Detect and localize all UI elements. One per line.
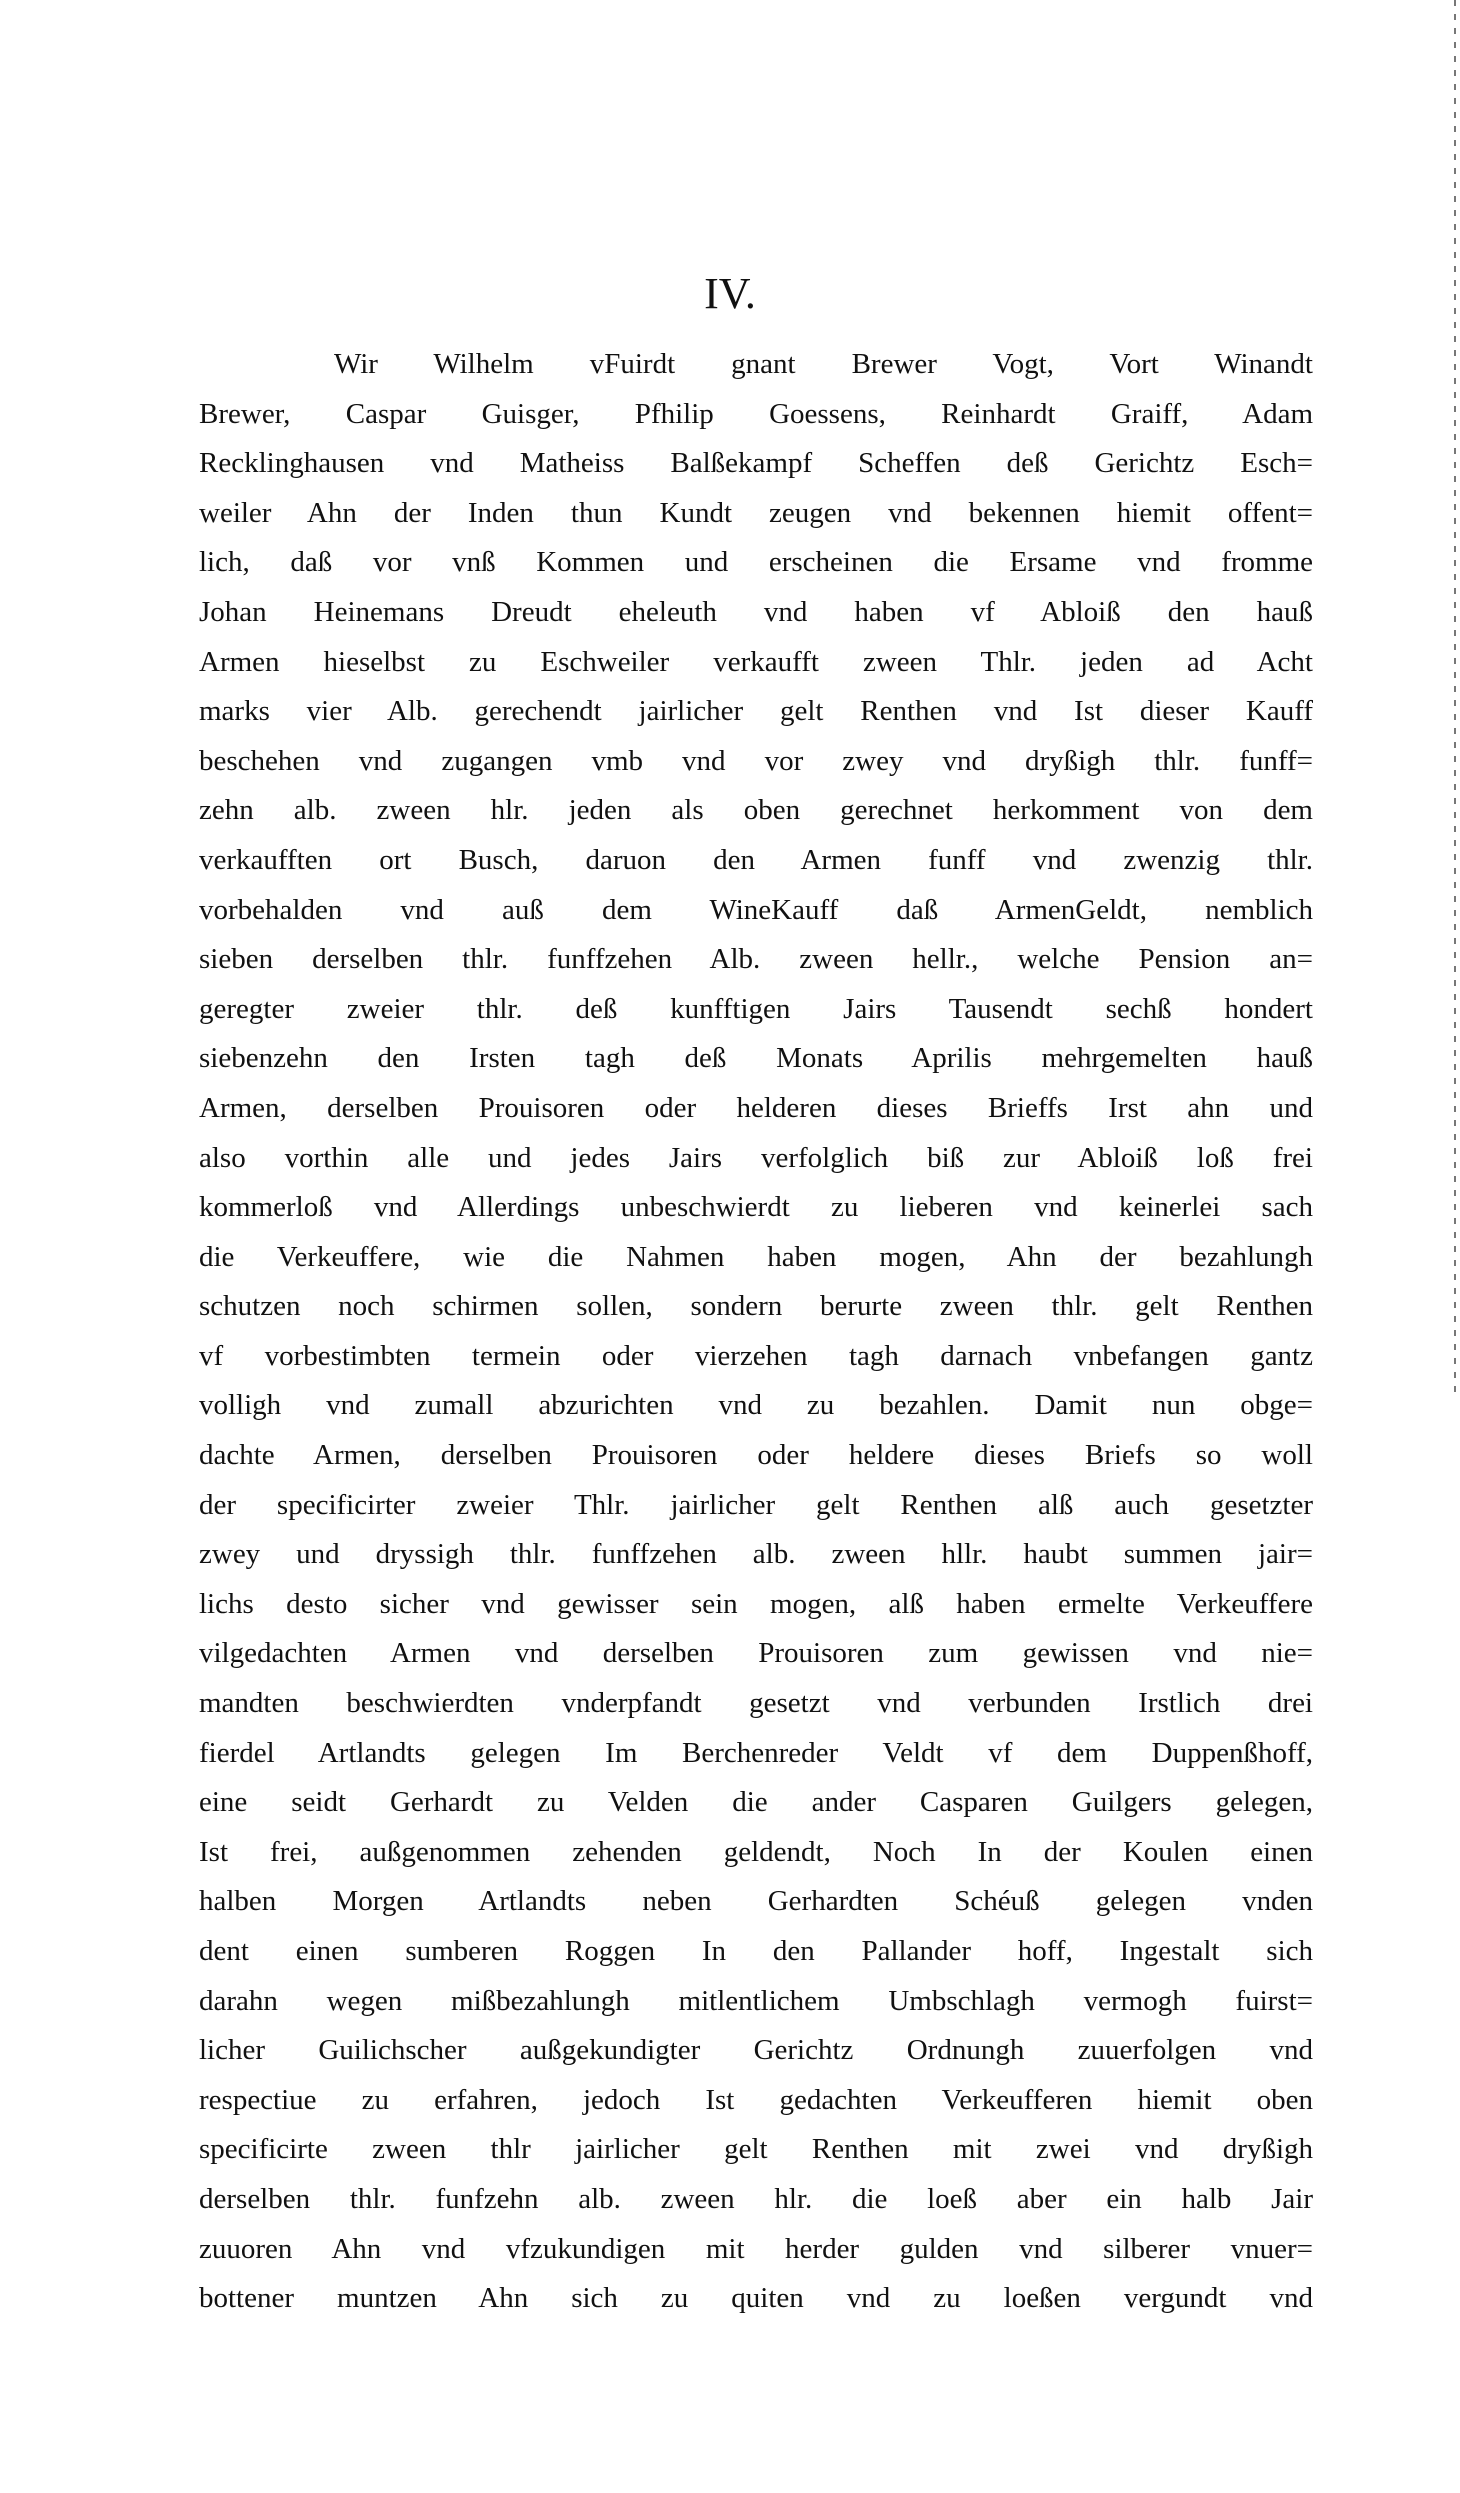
text-line: vilgedachten Armen vnd derselben Prouisoren zum gewissen vnd nie=: [199, 1637, 1313, 1670]
text-line: dachte Armen, derselben Prouisoren oder heldere dieses Briefs so woll: [199, 1439, 1313, 1472]
text-line: darahn wegen mißbezahlungh mitlentlichem Umbschlagh vermogh fuirst=: [199, 1984, 1313, 2017]
text-line: verkaufften ort Busch, daruon den Armen funff vnd zwenzig thlr.: [199, 843, 1313, 876]
text-line: weiler Ahn der Inden thun Kundt zeugen vnd bekennen hiemit offent=: [199, 496, 1313, 529]
text-line: kommerloß vnd Allerdings unbeschwierdt zu lieberen vnd keinerlei sach: [199, 1191, 1313, 1224]
text-line: Johan Heinemans Dreudt eheleuth vnd haben vf Abloiß den hauß: [199, 595, 1313, 628]
text-line: geregter zweier thlr. deß kunfftigen Jairs Tausendt sechß hondert: [199, 992, 1313, 1025]
text-line: vorbehalden vnd auß dem WineKauff daß ArmenGeldt, nemblich: [199, 893, 1313, 926]
text-line: Wir Wilhelm vFuirdt gnant Brewer Vogt, Vort Winandt: [334, 348, 1313, 380]
text-line: der specificirter zweier Thlr. jairlicher gelt Renthen alß auch gesetzter: [199, 1488, 1313, 1521]
text-line: also vorthin alle und jedes Jairs verfolglich biß zur Abloiß loß frei: [199, 1141, 1313, 1174]
text-line: Armen, derselben Prouisoren oder helderen dieses Brieffs Irst ahn und: [199, 1091, 1313, 1124]
text-line: halben Morgen Artlandts neben Gerhardten Schéuß gelegen vnden: [199, 1885, 1313, 1918]
text-line: volligh vnd zumall abzurichten vnd zu bezahlen. Damit nun obge=: [199, 1389, 1313, 1422]
text-line: zuuoren Ahn vnd vfzukundigen mit herder gulden vnd silberer vnuer=: [199, 2232, 1313, 2265]
text-line: dent einen sumberen Roggen In den Pallander hoff, Ingestalt sich: [199, 1935, 1313, 1967]
text-line: Brewer, Caspar Guisger, Pfhilip Goessens, Reinhardt Graiff, Adam: [199, 397, 1313, 430]
section-heading: IV.: [704, 269, 756, 318]
text-line: marks vier Alb. gerechendt jairlicher gelt Renthen vnd Ist dieser Kauff: [199, 695, 1313, 728]
text-line: derselben thlr. funfzehn alb. zween hlr. die loeß aber ein halb Jair: [199, 2182, 1313, 2215]
text-line: die Verkeuffere, wie die Nahmen haben mogen, Ahn der bezahlungh: [199, 1240, 1313, 1273]
text-line: fierdel Artlandts gelegen Im Berchenreder Veldt vf dem Duppenßhoff,: [199, 1736, 1313, 1769]
text-line: siebenzehn den Irsten tagh deß Monats Aprilis mehrgemelten hauß: [199, 1042, 1313, 1075]
text-line: bottener muntzen Ahn sich zu quiten vnd zu loeßen vergundt vnd: [199, 2282, 1313, 2315]
text-line: eine seidt Gerhardt zu Velden die ander Casparen Guilgers gelegen,: [199, 1786, 1313, 1819]
text-line: Armen hieselbst zu Eschweiler verkaufft zween Thlr. jeden ad Acht: [199, 645, 1313, 678]
text-line: specificirte zween thlr jairlicher gelt Renthen mit zwei vnd dryßigh: [199, 2133, 1313, 2166]
text-line: Ist frei, außgenommen zehenden geldendt, Noch In der Koulen einen: [199, 1835, 1313, 1868]
text-line: respectiue zu erfahren, jedoch Ist gedachten Verkeufferen hiemit oben: [199, 2083, 1313, 2116]
text-line: schutzen noch schirmen sollen, sondern berurte zween thlr. gelt Renthen: [199, 1290, 1313, 1323]
text-line: licher Guilichscher außgekundigter Gerichtz Ordnungh zuuerfolgen vnd: [199, 2034, 1313, 2067]
text-line: zehn alb. zween hlr. jeden als oben gerechnet herkomment von dem: [199, 794, 1313, 827]
text-line: sieben derselben thlr. funffzehen Alb. zween hellr., welche Pension an=: [199, 943, 1313, 976]
text-line: vf vorbestimbten termein oder vierzehen tagh darnach vnbefangen gantz: [199, 1339, 1313, 1372]
text-line: Recklinghausen vnd Matheiss Balßekampf Scheffen deß Gerichtz Esch=: [199, 447, 1313, 480]
text-line: lich, daß vor vnß Kommen und erscheinen die Ersame vnd fromme: [199, 546, 1313, 579]
text-line: mandten beschwierdten vnderpfandt gesetzt vnd verbunden Irstlich drei: [199, 1687, 1313, 1720]
scan-edge-line: [1454, 0, 1456, 1400]
document-body: [199, 340, 1313, 2324]
text-line: zwey und dryssigh thlr. funffzehen alb. zween hllr. haubt summen jair=: [199, 1538, 1313, 1571]
text-line: lichs desto sicher vnd gewisser sein mogen, alß haben ermelte Verkeuffere: [199, 1587, 1313, 1620]
text-line: beschehen vnd zugangen vmb vnd vor zwey vnd dryßigh thlr. funff=: [199, 744, 1313, 777]
